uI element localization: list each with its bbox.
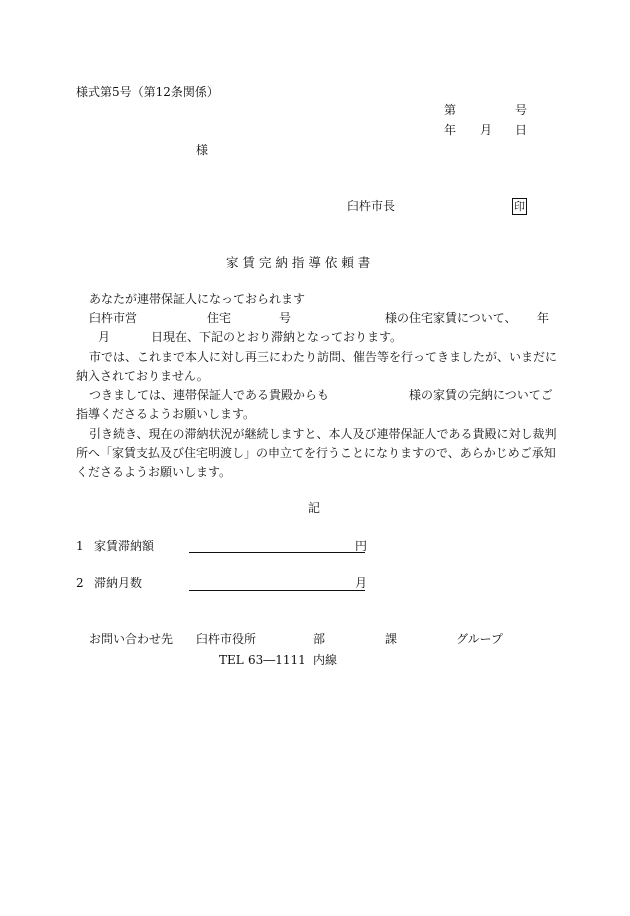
form-number: 様式第5号（第12条関係） (76, 85, 219, 99)
para2-line2: 納入されておりません。 (76, 369, 209, 383)
tel-label: TEL (219, 653, 244, 667)
para4-line2: 所へ「家賃支払及び住宅明渡し」の申立てを行うことになりますので、あらかじめご承知 (76, 446, 556, 460)
item-1-label: 家賃滞納額 (94, 539, 155, 553)
item-1-blank-line (189, 552, 365, 553)
para4-line3: くださるようお願いします。 (76, 465, 232, 479)
para4-line1: 引き続き、現在の滞納状況が継続しますと、本人及び連帯保証人である貴殿に対し裁判 (89, 427, 557, 441)
date-month: 月 (480, 123, 493, 137)
para3-line1-start: つきましては、連帯保証人である貴殿からも (89, 388, 330, 402)
body-line-1: あなたが連帯保証人になっておられます (89, 292, 306, 306)
seal-mark: 印 (514, 200, 525, 213)
contact-group: グループ (456, 632, 504, 646)
ki-heading: 記 (308, 501, 321, 515)
item-2-blank-line (189, 590, 365, 591)
sama-rent-text: 様の住宅家賃について、 (385, 311, 517, 325)
date-year: 年 (444, 123, 457, 137)
contact-ka: 課 (385, 632, 398, 646)
city-housing-label: 臼杵市営 (89, 311, 138, 325)
item-2-label: 滞納月数 (94, 576, 143, 590)
addressee-sama: 様 (196, 143, 209, 157)
room-go-label: 号 (279, 311, 292, 325)
tel-extension: 内線 (313, 653, 338, 667)
date-day: 日 (515, 123, 528, 137)
status-year: 年 (537, 311, 550, 325)
document-title: 家 賃 完 納 指 導 依 頼 書 (226, 255, 371, 270)
doc-ref-dai: 第 (444, 103, 457, 117)
para3-line1-end: 様の家賃の完納についてご (409, 388, 553, 402)
status-text: 日現在、下記のとおり滞納となっております。 (151, 330, 403, 344)
doc-ref-go: 号 (515, 103, 528, 117)
item-1-number: 1 (76, 539, 84, 553)
jutaku-label: 住宅 (207, 311, 232, 325)
status-month: 月 (98, 330, 111, 344)
item-2-unit: 月 (355, 576, 368, 590)
contact-bu: 部 (313, 632, 326, 646)
item-2-number: 2 (76, 576, 84, 590)
sender-name: 臼杵市長 (347, 199, 396, 213)
tel-number: 63―1111 (248, 653, 306, 667)
item-1-unit: 円 (355, 539, 368, 553)
para2-line1: 市では、これまで本人に対し再三にわたり訪問、催告等を行ってきましたが、いまだに (89, 350, 558, 364)
contact-label: お問い合わせ先 (89, 632, 174, 646)
contact-office: 臼杵市役所 (196, 632, 257, 646)
para3-line2: 指導くださるようお願いします。 (76, 407, 256, 421)
